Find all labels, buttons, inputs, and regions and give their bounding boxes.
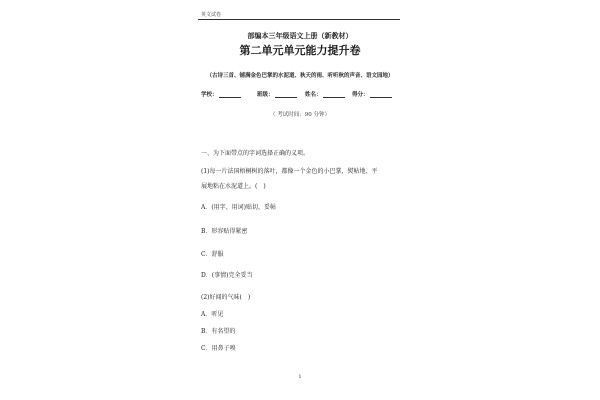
document-title: 第二单元单元能力提升卷 xyxy=(239,44,361,57)
question-1-line-1: (1)每一片法国梧桐树的落叶，都像一个金色的小巴掌，熨帖地、平 xyxy=(201,168,378,175)
q2-option-b: B．有名望的 xyxy=(201,328,236,335)
header-label: 英文试卷 xyxy=(201,12,222,18)
q1-option-c: C．舒服 xyxy=(201,251,224,258)
q1-option-a: A．(用字、用词)贴切，妥帖 xyxy=(201,204,277,211)
school-field xyxy=(201,90,241,98)
question-2-stem: (2)好闻的气味( ) xyxy=(201,294,251,301)
q2-option-c: C．用鼻子嗅 xyxy=(201,345,236,352)
q1-option-b: B．形容贴得紧密 xyxy=(201,228,248,235)
document-subtitle: 部编本三年级语文上册（新教材） xyxy=(247,31,353,40)
section-heading: 一、为下面带点的字词选择正确的义项。 xyxy=(201,150,310,157)
name-blank xyxy=(323,91,345,98)
q2-option-a: A．听见 xyxy=(201,311,224,318)
class-field xyxy=(257,90,297,98)
name-field xyxy=(305,90,345,98)
header-divider xyxy=(198,19,400,20)
class-label: 班级： xyxy=(257,92,274,98)
question-1-line-2: 展地粘在水泥道上。( ) xyxy=(201,183,266,190)
class-blank xyxy=(275,91,297,98)
score-field xyxy=(352,90,392,98)
page-number: 1 xyxy=(298,374,302,380)
score-label: 得分： xyxy=(352,92,369,98)
school-label: 学校： xyxy=(201,92,218,98)
school-blank xyxy=(219,91,241,98)
exam-time: （ 考试时间：90 分钟） xyxy=(270,112,330,118)
q1-option-d: D．(事情)完全妥当 xyxy=(201,272,253,279)
score-blank xyxy=(370,91,392,98)
unit-scope: （古诗三首、铺满金色巴掌的水泥道、秋天的雨、听听秋的声音、语文园地） xyxy=(206,73,394,79)
name-label: 姓名： xyxy=(305,92,322,98)
